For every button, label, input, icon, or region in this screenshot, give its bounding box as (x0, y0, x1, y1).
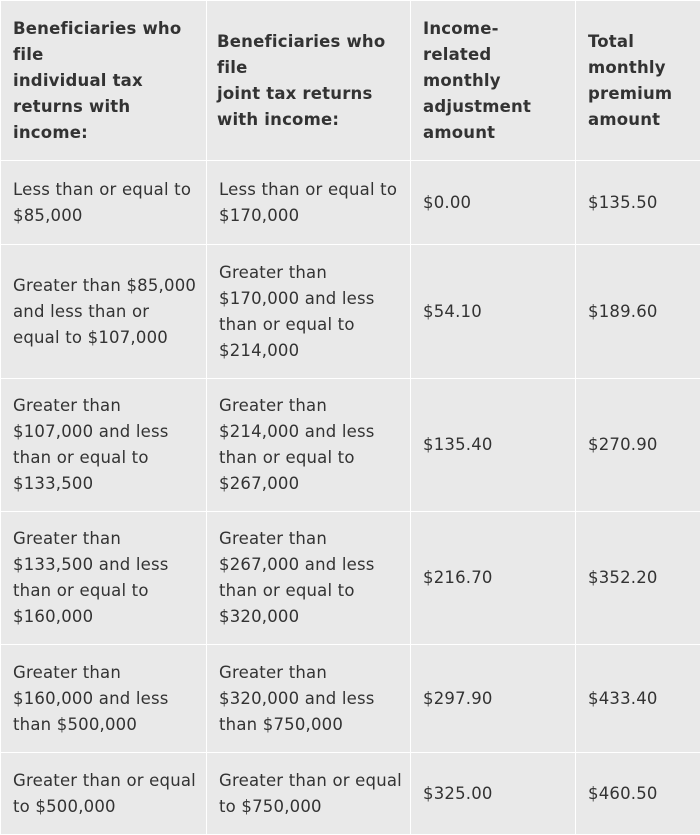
header-individual-returns: Beneficiaries who file individual tax returns with income: (1, 1, 207, 161)
table-row (1, 645, 700, 753)
premium-cell: $460.50 (576, 753, 700, 835)
header-row (1, 1, 700, 161)
joint-income-cell: Greater than $214,000 and less than or equal to $267,000 (207, 379, 411, 512)
joint-income-cell: Greater than $267,000 and less than or equal to $320,000 (207, 512, 411, 645)
individual-income-cell: Less than or equal to $85,000 (1, 161, 207, 245)
individual-income-cell: Greater than or equal to $500,000 (1, 753, 207, 835)
premium-cell: $189.60 (576, 245, 700, 379)
joint-income-cell: Greater than or equal to $750,000 (207, 753, 411, 835)
table-row (1, 161, 700, 245)
joint-income-cell: Greater than $320,000 and less than $750,000 (207, 645, 411, 753)
header-total-premium: Total monthly premium amount (576, 1, 700, 161)
table-row (1, 512, 700, 645)
table-row (1, 245, 700, 379)
table-row (1, 379, 700, 512)
adjustment-cell: $325.00 (411, 753, 576, 835)
joint-income-cell: Less than or equal to $170,000 (207, 161, 411, 245)
individual-income-cell: Greater than $85,000 and less than or equal to $107,000 (1, 245, 207, 379)
table-row (1, 753, 700, 835)
adjustment-cell: $0.00 (411, 161, 576, 245)
premium-cell: $352.20 (576, 512, 700, 645)
header-joint-returns: Beneficiaries who file joint tax returns with income: (207, 1, 411, 161)
header-adjustment-amount: Income-related monthly adjustment amount (411, 1, 576, 161)
adjustment-cell: $54.10 (411, 245, 576, 379)
individual-income-cell: Greater than $133,500 and less than or equal to $160,000 (1, 512, 207, 645)
premium-cell: $433.40 (576, 645, 700, 753)
premium-cell: $270.90 (576, 379, 700, 512)
joint-income-cell: Greater than $170,000 and less than or equal to $214,000 (207, 245, 411, 379)
adjustment-cell: $216.70 (411, 512, 576, 645)
individual-income-cell: Greater than $107,000 and less than or equal to $133,500 (1, 379, 207, 512)
adjustment-cell: $297.90 (411, 645, 576, 753)
individual-income-cell: Greater than $160,000 and less than $500,000 (1, 645, 207, 753)
adjustment-cell: $135.40 (411, 379, 576, 512)
premium-cell: $135.50 (576, 161, 700, 245)
